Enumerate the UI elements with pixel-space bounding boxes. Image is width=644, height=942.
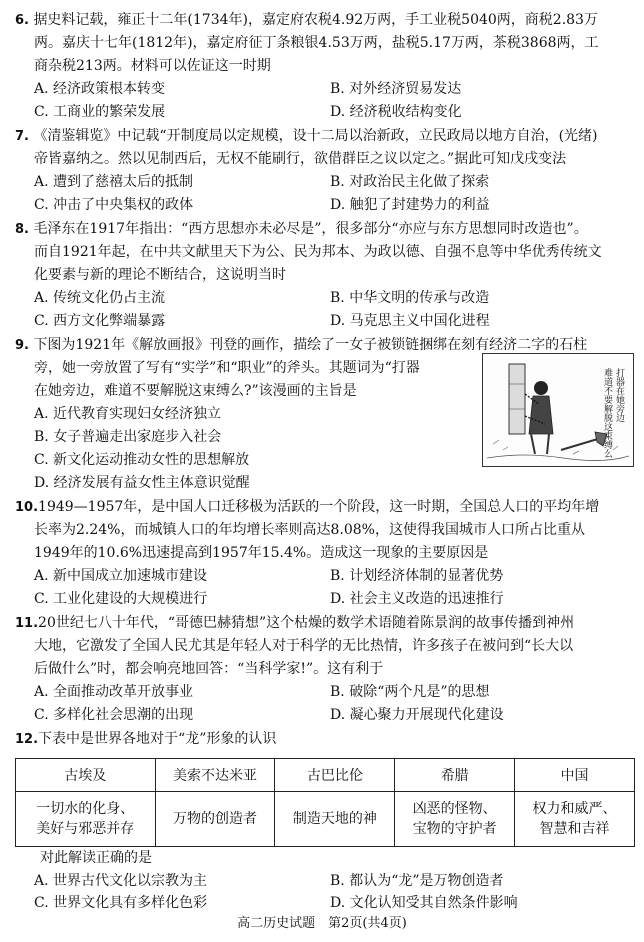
table-cell [155,792,275,847]
q10-line-3: 1949年的10.6%迅速提高到1957年15.4%。造成这一现象的主要原因是 [34,545,489,561]
q7-option-d[interactable]: D. 触犯了封建势力的利益 [330,197,490,213]
q11-number: 11. [15,616,39,631]
cell-text: 万物的创造者 [173,811,257,827]
cell-text: 凶恶的怪物、 [412,801,497,817]
q8-option-d[interactable]: D. 马克思主义中国化进程 [330,313,490,329]
q6-line-3: 商杂税213两。材料可以佐证这一时期 [34,58,271,74]
q6-option-c[interactable]: C. 工商业的繁荣发展 [34,104,166,120]
q8-number: 8. [15,222,29,237]
q12-option-b[interactable]: B. 都认为“龙”是万物创造者 [330,873,504,889]
table-header-cell: 中国 [515,759,635,792]
cell-text: 权力和威严、 [532,801,617,817]
q10-line-1 [15,497,599,518]
q9-text-1: 下图为1921年《解放画报》刊登的画作，描绘了一女子被锁链捆绑在刻有经济二字的石柱 [33,337,588,353]
dragon-comparison-table [15,758,635,847]
q10-option-b[interactable]: B. 计划经济体制的显著优势 [330,568,504,584]
q6-option-b[interactable]: B. 对外经济贸易发达 [330,81,462,97]
table-header-cell: 希腊 [395,759,515,792]
q12-number: 12. [15,732,39,747]
cell-text: 美好与邪恶并存 [36,821,135,837]
cartoon-caption-1: 打器在她旁边 [614,368,624,422]
q9-option-a[interactable]: A. 近代教育实现妇女经济独立 [34,406,222,422]
q9-line-3: 在她旁边，难道不要解脱这束缚么?”该漫画的主旨是 [34,383,357,399]
cell-text: 宝物的守护者 [412,821,497,837]
table-cell [16,792,156,847]
cell-text: 智慧和吉祥 [539,821,610,837]
q7-line-2: 帝皆嘉纳之。然以见制西后，无权不能刷行，欲借群臣之议以定之。”据此可知戊戌变法 [34,151,567,167]
q11-option-b[interactable]: B. 破除“两个凡是”的思想 [330,684,490,700]
q6-line-2: 两。嘉庆十七年(1812年)，嘉定府征丁条粮银4.53万两，盐税5.17万两，茶税3868两，工 [34,35,599,51]
q10-number: 10. [15,500,39,515]
q11-option-a[interactable]: A. 全面推动改革开放事业 [34,684,194,700]
q10-option-c[interactable]: C. 工业化建设的大规模进行 [34,591,208,607]
q11-line-2: 大地，它激发了全国人民尤其是年轻人对于科学的无比热情，许多孩子在被问到“长大以 [34,638,574,654]
q8-option-a[interactable]: A. 传统文化仍占主流 [34,290,166,306]
q9-number: 9. [15,338,29,353]
cell-text: 制造天地的神 [292,811,377,827]
q12-line-2: 对此解读正确的是 [40,850,152,866]
table-header-cell: 古巴比伦 [275,759,395,792]
q6-line-1 [15,10,598,31]
q7-option-c[interactable]: C. 冲击了中央集权的政体 [34,197,194,213]
q6-number: 6. [15,13,29,28]
table-header-cell: 古埃及 [16,759,156,792]
cartoon-drawing [483,354,633,466]
table-cell [275,792,395,847]
table-cell [515,792,635,847]
q11-option-c[interactable]: C. 多样化社会思潮的出现 [34,707,194,723]
q12-option-a[interactable]: A. 世界古代文化以宗教为主 [34,873,208,889]
q7-option-a[interactable]: A. 遭到了慈禧太后的抵制 [34,174,194,190]
table-header-row [16,759,635,792]
q7-option-b[interactable]: B. 对政治民主化做了探索 [330,174,490,190]
q10-text-1: 1949—1957年，是中国人口迁移极为活跃的一个阶段，这一时期，全国总人口的平均年增 [38,499,600,515]
q12-text-1: 下表中是世界各地对于“龙”形象的认识 [38,731,277,747]
q7-text-1: 《清鉴辑览》中记载“开制度局以定规模，设十二局以治新政，立民政局以地方自治，(光绪) [33,128,598,144]
q12-line-1 [15,729,276,750]
q6-option-a[interactable]: A. 经济政策根本转变 [34,81,166,97]
page-footer: 高二历史试题 第2页(共4页) [237,916,407,931]
q6-text-1: 据史料记载，雍正十二年(1734年)，嘉定府农税4.92万两，手工业税5040两，商税2.83万 [33,12,598,28]
q9-option-b[interactable]: B. 女子普遍走出家庭步入社会 [34,429,222,445]
q11-line-1 [15,613,574,634]
cell-text: 一切水的化身、 [36,801,135,817]
q8-option-b[interactable]: B. 中华文明的传承与改造 [330,290,490,306]
q12-option-c[interactable]: C. 世界文化具有多样化色彩 [34,895,208,911]
q10-option-a[interactable]: A. 新中国成立加速城市建设 [34,568,208,584]
q7-line-1 [15,126,598,147]
cartoon-caption-2: 难道不要解脱这束缚么 [602,368,612,458]
table-cell [395,792,515,847]
q11-option-d[interactable]: D. 凝心聚力开展现代化建设 [330,707,504,723]
q9-line-2: 旁，她一旁放置了写有“实学”和“职业”的斧头。其题词为“打器 [34,360,420,376]
q10-line-2: 长率为2.24%，而城镇人口的年均增长率则高达8.08%，这使得我国城市人口所占比重从 [34,522,585,538]
q12-option-d[interactable]: D. 文化认知受其自然条件影响 [330,895,518,911]
q8-line-3: 化要素与新的理论不断结合，这说明当时 [34,267,286,283]
q8-line-2: 而自1921年起，在中共文献里天下为公、民为邦本、为政以德、自强不息等中华优秀传统文 [34,244,602,260]
table-row [16,792,635,847]
q11-line-3: 后做什么”时，都会响亮地回答：“当科学家!”。这有利于 [34,661,384,677]
q7-number: 7. [15,129,29,144]
q9-option-d[interactable]: D. 经济发展有益女性主体意识觉醒 [34,475,250,491]
q10-option-d[interactable]: D. 社会主义改造的迅速推行 [330,591,504,607]
q9-option-c[interactable]: C. 新文化运动推动女性的思想解放 [34,452,250,468]
q8-text-1: 毛泽东在1917年指出：“西方思想亦未必尽是”，很多部分“亦应与东方思想同时改造也”。 [33,221,588,237]
q6-option-d[interactable]: D. 经济税收结构变化 [330,104,462,120]
q9-cartoon-image [482,353,634,467]
q8-option-c[interactable]: C. 西方文化弊端暴露 [34,313,166,329]
table-header-cell: 美索不达米亚 [155,759,275,792]
q8-line-1 [15,219,588,240]
q11-text-1: 20世纪七八十年代，“哥德巴赫猜想”这个枯燥的数学术语随着陈景润的故事传播到神州 [38,615,575,631]
